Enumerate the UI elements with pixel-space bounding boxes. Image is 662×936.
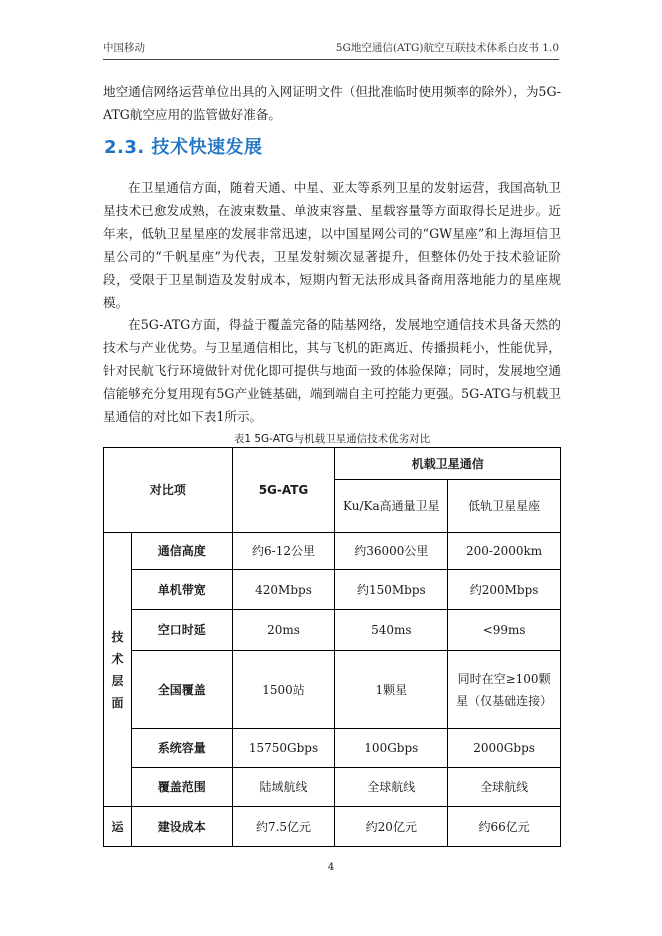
cell-high: 1颗星 bbox=[335, 651, 448, 729]
table-row bbox=[104, 570, 561, 610]
paragraph-atg: 在5G-ATG方面，得益于覆盖完备的陆基网络，发展地空通信技术具备天然的技术与产业优势。与卫星通信相比，其与飞机的距离近、传播损耗小，性能优异，针对民航飞行环境做针对优化即可提供与地面一致的体验保障；同时，发展地空通信能够充分复用现有5G产业链基础，端到端自主可控能力更强。5G-ATG与机载卫星通信的对比如下表1所示。 bbox=[103, 317, 561, 424]
cell-atg: 15750Gbps bbox=[232, 729, 335, 768]
cell-high: 约150Mbps bbox=[335, 570, 448, 610]
header-org: 中国移动 bbox=[103, 42, 145, 54]
table-row bbox=[104, 729, 561, 768]
row-item: 建设成本 bbox=[131, 807, 232, 847]
cell-leo: 约200Mbps bbox=[448, 570, 561, 610]
header-doc-title: 5G地空通信(ATG)航空互联技术体系白皮书 1.0 bbox=[335, 42, 559, 54]
cell-leo: 全球航线 bbox=[448, 768, 561, 807]
cell-leo: 约66亿元 bbox=[448, 807, 561, 847]
table-row bbox=[104, 610, 561, 651]
row-item: 通信高度 bbox=[131, 533, 232, 570]
cell-atg: 1500站 bbox=[232, 651, 335, 729]
header-sat-group: 机载卫星通信 bbox=[335, 448, 561, 480]
row-item: 空口时延 bbox=[131, 610, 232, 651]
comparison-table bbox=[103, 447, 561, 847]
group-ops-label: 运 bbox=[104, 807, 132, 847]
row-item: 全国覆盖 bbox=[131, 651, 232, 729]
cell-high: 约36000公里 bbox=[335, 533, 448, 570]
row-item: 覆盖范围 bbox=[131, 768, 232, 807]
intro-paragraph: 地空通信网络运营单位出具的入网证明文件（但批准临时使用频率的除外），为5G-ATG航空应用的监管做好准备。 bbox=[103, 84, 561, 122]
cell-high: 540ms bbox=[335, 610, 448, 651]
header-compare-item: 对比项 bbox=[104, 448, 233, 533]
cell-atg: 约7.5亿元 bbox=[232, 807, 335, 847]
header-atg: 5G-ATG bbox=[232, 448, 335, 533]
group-tech-text: 技术层面 bbox=[111, 629, 124, 710]
cell-high: 全球航线 bbox=[335, 768, 448, 807]
cell-high: 100Gbps bbox=[335, 729, 448, 768]
paragraph-satellite: 在卫星通信方面，随着天通、中星、亚太等系列卫星的发射运营，我国高轨卫星技术已愈发成熟，在波束数量、单波束容量、星载容量等方面取得长足进步。近年来，低轨卫星星座的发展非常迅速，以中国星网公司的“GW星座”和上海垣信卫星公司的“千帆星座”为代表，卫星发射频次显著提升，但整体仍处于技术验证阶段，受限于卫星制造及发射成本，短期内暂无法形成具备商用落地能力的星座规模。 bbox=[103, 180, 561, 310]
table-row bbox=[104, 768, 561, 807]
table-caption: 表1 5G-ATG与机载卫星通信技术优劣对比 bbox=[233, 433, 431, 445]
group-tech-label bbox=[104, 533, 132, 807]
cell-leo: 2000Gbps bbox=[448, 729, 561, 768]
cell-leo: <99ms bbox=[448, 610, 561, 651]
header-divider bbox=[103, 59, 559, 60]
row-item: 单机带宽 bbox=[131, 570, 232, 610]
table-row bbox=[104, 807, 561, 847]
header-sat-high: Ku/Ka高通量卫星 bbox=[335, 480, 448, 533]
cell-atg: 陆域航线 bbox=[232, 768, 335, 807]
page-number: 4 bbox=[327, 862, 335, 873]
table-row bbox=[104, 651, 561, 729]
page-header bbox=[103, 40, 559, 56]
table-row bbox=[104, 533, 561, 570]
cell-atg: 420Mbps bbox=[232, 570, 335, 610]
header-sat-leo: 低轨卫星星座 bbox=[448, 480, 561, 533]
cell-high: 约20亿元 bbox=[335, 807, 448, 847]
cell-leo: 同时在空≥100颗星（仅基础连接） bbox=[448, 651, 561, 729]
section-heading: 2.3. 技术快速发展 bbox=[104, 137, 263, 158]
cell-atg: 约6-12公里 bbox=[232, 533, 335, 570]
cell-leo: 200-2000km bbox=[448, 533, 561, 570]
row-item: 系统容量 bbox=[131, 729, 232, 768]
cell-atg: 20ms bbox=[232, 610, 335, 651]
